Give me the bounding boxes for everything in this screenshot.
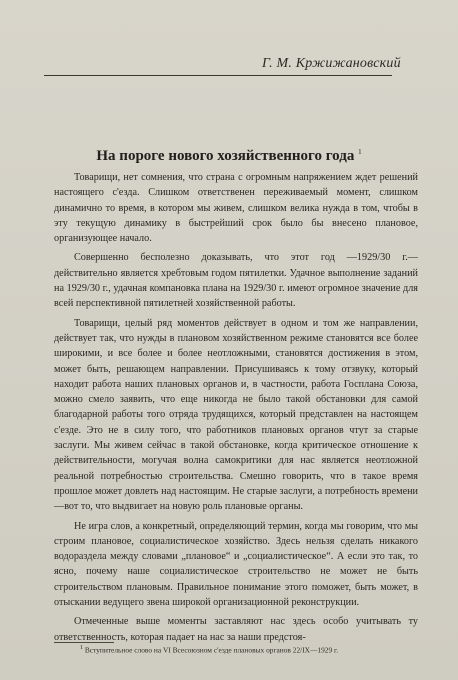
- footnote-rule: [54, 642, 114, 643]
- article-body: [54, 170, 418, 649]
- paragraph: Товарищи, целый ряд моментов действует в одном и том же направлении, действует так, что нужды в плановом хозяйственном режиме становятся все более широкими, и все более и более неотложными, становятся достижения в этом, может быть, решающем направлении. Присушиваясь к тому отзвуку, который находит работа наших плановых органов и, в частности, работа Госплана Союза, можно смело заявить, что еще никогда не было такой обстановки для самой благодарной работы того отряда трудящихся, который представлен на настоящем с'езде. Это не в силу того, что работников плановых органов чтут за старые заслуги. Мы живем сейчас в такой обстановке, когда критическое отношение к действительности, могучая волна самокритики для нас является неотложной реальной потребностью строительства. Смешно говорить, что в такое время прошлое может довлеть над настоящим. Не старые заслуги, а потребность времени—вот то, что выдвигает на новую роль плановые органы.: [54, 317, 418, 513]
- title-footnote-mark: 1: [358, 148, 362, 156]
- article-title-text: На пороге нового хозяйственного года: [96, 148, 355, 164]
- header-rule: [44, 75, 392, 76]
- running-header-author: Г. М. Кржижановский: [262, 56, 401, 71]
- footnote-text: Вступительное слово на VI Всесоюзном с'езде плановых органов 22/IX—1929 г.: [84, 645, 339, 655]
- paragraph: Совершенно бесполезно доказывать, что этот год —1929/30 г.— действительно является хребтовым годом пятилетки. Удачное выполнение заданий на 1929/30 г., удачная компановка плана на 1929/30 г. имеют огромное значение для всей перспективной пятилетней хозяйственной работы.: [54, 252, 418, 310]
- footnote-mark: 1: [80, 645, 83, 651]
- paragraph: Не игра слов, а конкретный, определяющий термин, когда мы говорим, что мы строим плановое, социалистическое хозяйство. Здесь нельзя сделать никакого водораздела между словами „плановое“ и „социалистическое“. А если это так, то ясно, почему наше социалистическое строительство не может не быть строительством плановым. Правильное понимание этого поможет, быть может, в отыскании ведущего звена широкой организационной реконструкции.: [54, 520, 418, 609]
- article-title: [0, 148, 458, 165]
- paragraph: Товарищи, нет сомнения, что страна с огромным напряжением ждет решений настоящего с'езда. Слишком ответственен переживаемый момент, слишком динамично то время, в котором мы живем, слишком велика нужда в том, чтобы в эту текущую динамику в быстрейший срок было бы внесено плановое, организующее начало.: [54, 172, 418, 245]
- footnote: [80, 645, 338, 654]
- paragraph: Отмеченные выше моменты заставляют нас здесь особо учитывать ту ответственность, которая падает на нас за наши предстоя-: [54, 616, 418, 643]
